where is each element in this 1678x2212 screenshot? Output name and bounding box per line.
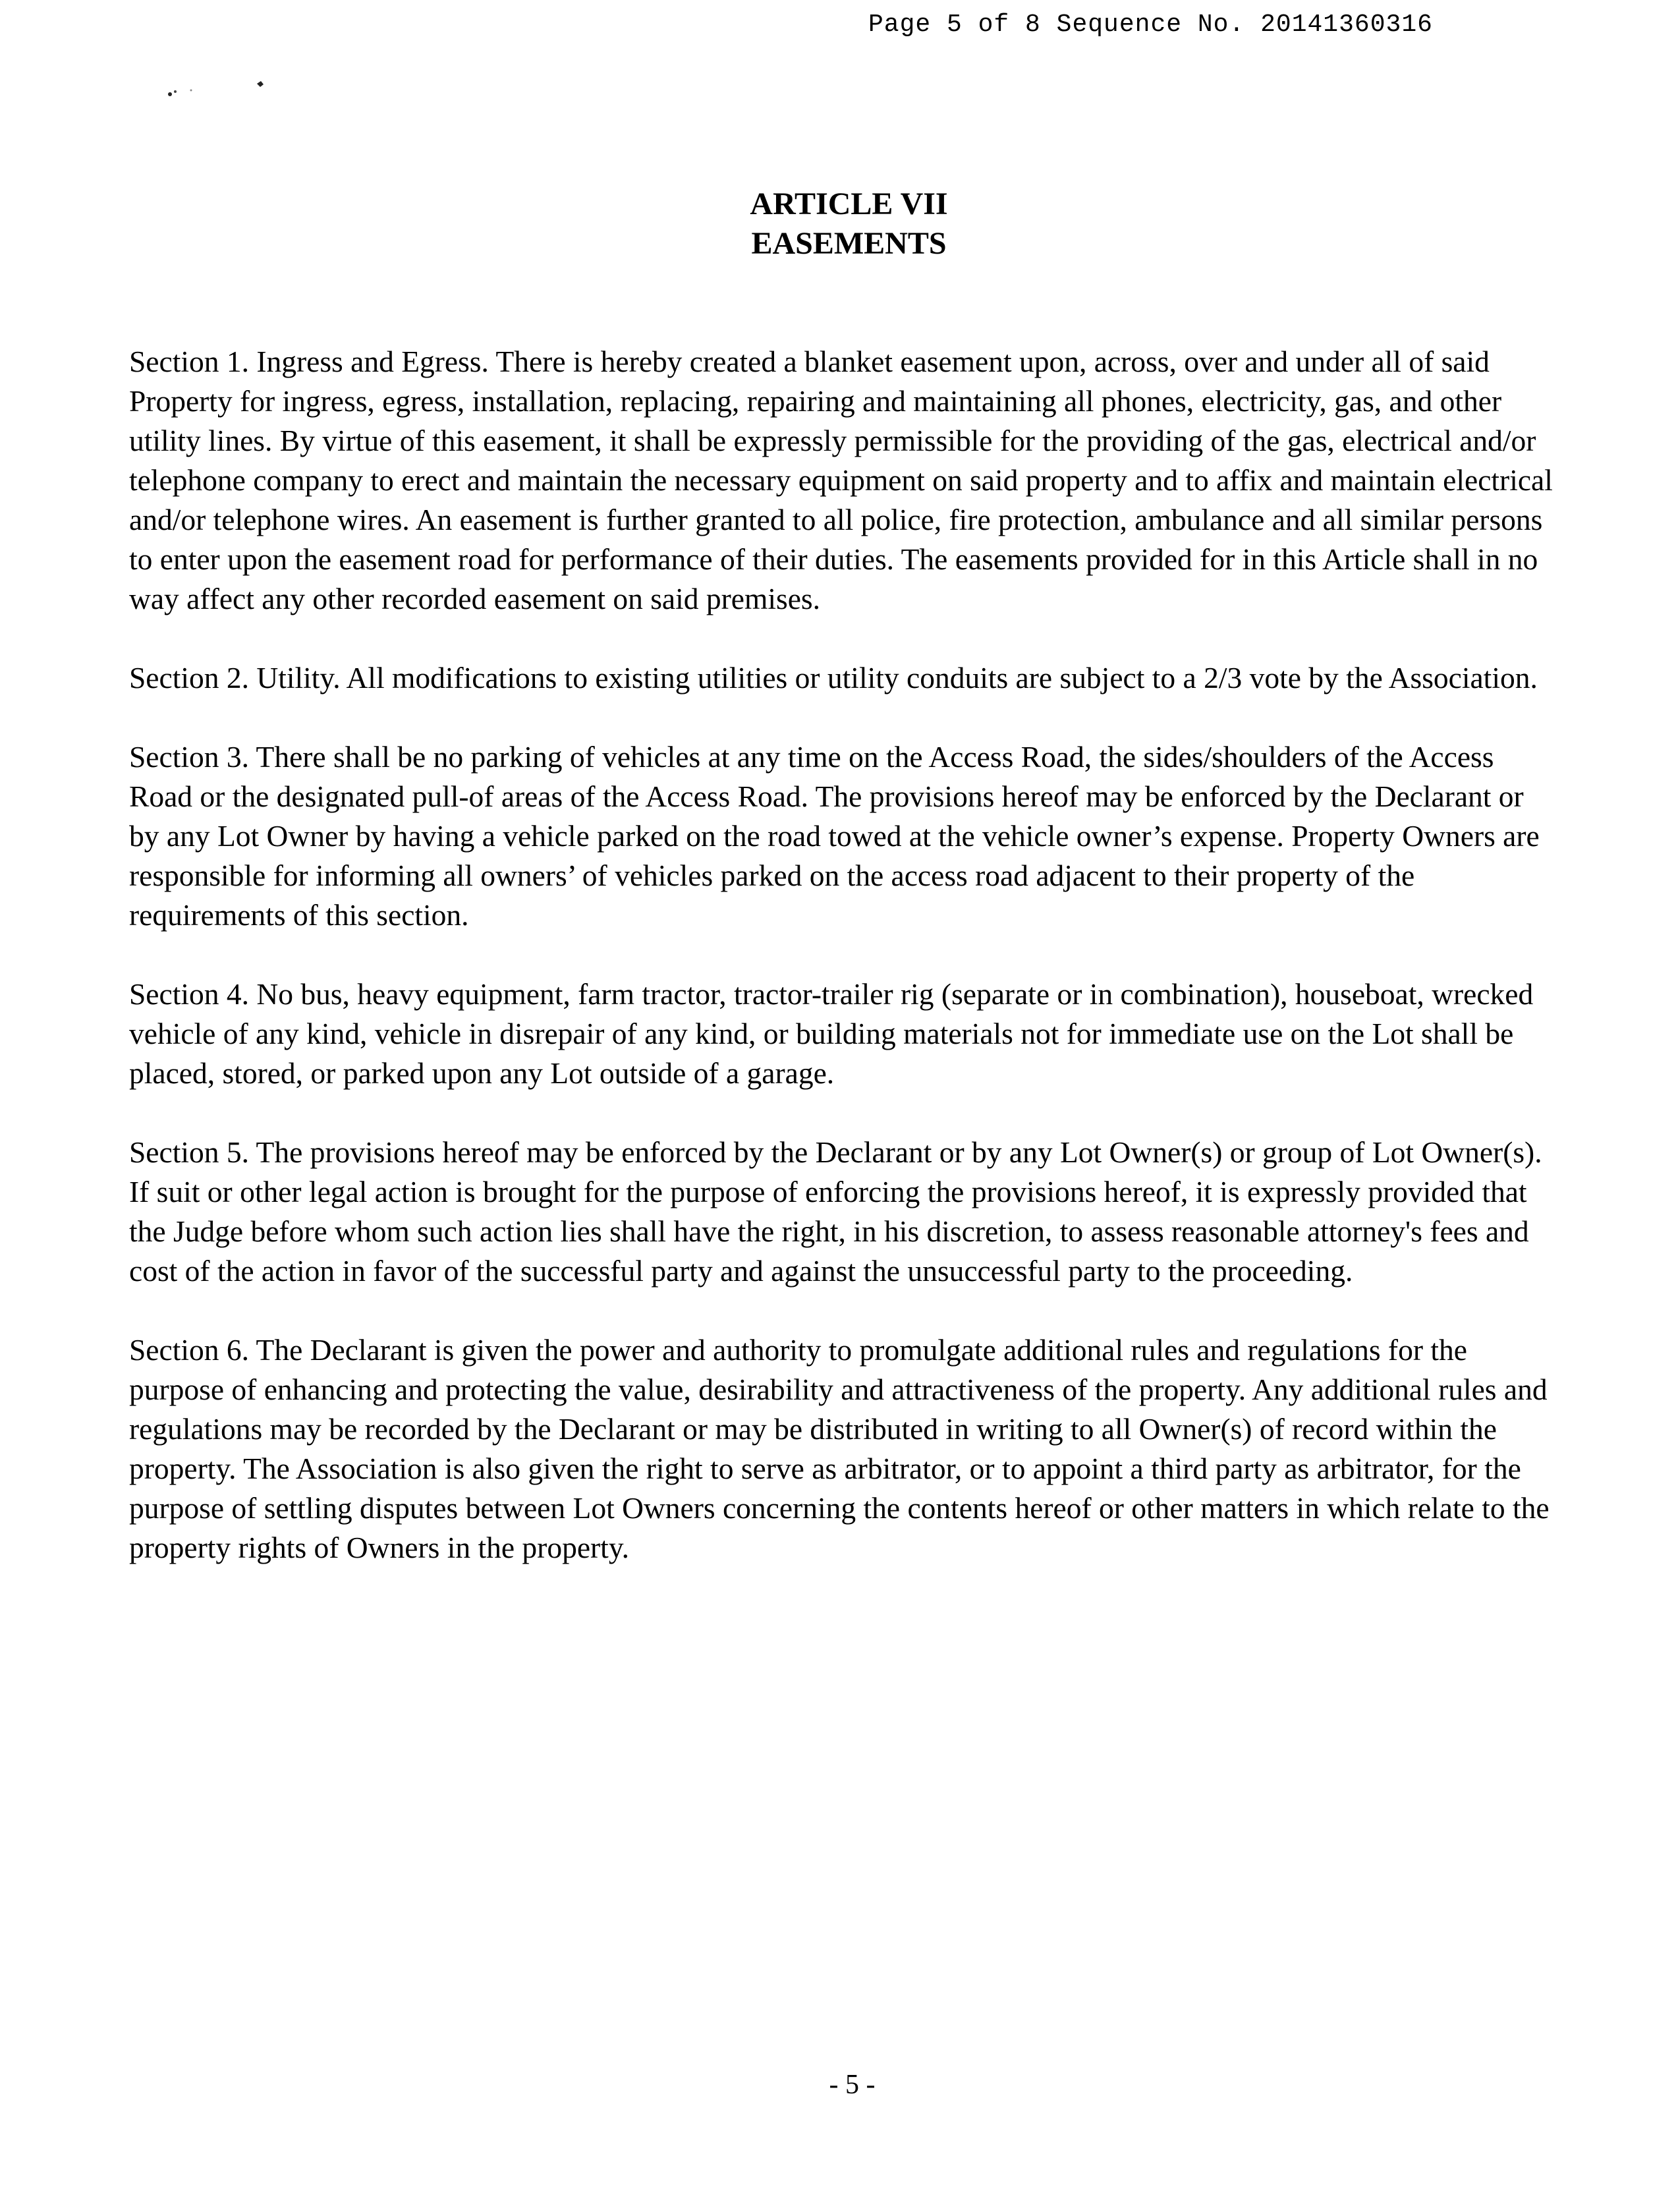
scan-specks xyxy=(165,76,270,102)
section-5: Section 5. The provisions hereof may be enforced by the Declarant or by any Lot Owner(s) or group of Lot Owner(s). If suit or other legal action is brought for the purpose of enforcing the provisions hereof, it is expressly provided that the Judge before whom such action lies shall have the right, in his discretion, to assess reasonable attorney's fees and cost of the action in favor of the successful party and against the unsuccessful party to the proceeding. xyxy=(129,1135,1542,1288)
article-number: ARTICLE VII xyxy=(750,186,948,221)
section-1: Section 1. Ingress and Egress. There is hereby created a blanket easement upon, across, over and under all of said Property for ingress, egress, installation, replacing, repairing and maintaining all phones, electricity, gas, and other utility lines. By virtue of this easement, it shall be expressly permissible for the providing of the gas, electrical and/or telephone company to erect and maintain the necessary equipment on said property and to affix and maintain electrical and/or telephone wires. An easement is further granted to all police, fire protection, ambulance and all similar persons to enter upon the easement road for performance of their duties. The easements provided for in this Article shall in no way affect any other recorded easement on said premises. xyxy=(129,345,1553,615)
article-heading xyxy=(0,184,1678,264)
article-body xyxy=(129,342,1560,1607)
section-2: Section 2. Utility. All modifications to existing utilities or utility conduits are subject to a 2/3 vote by the Association. xyxy=(129,661,1538,695)
section-6: Section 6. The Declarant is given the power and authority to promulgate additional rules and regulations for the purpose of enhancing and protecting the value, desirability and attractiveness of the property. Any additional rules and regulations may be recorded by the Declarant or may be distributed in writing to all Owner(s) of record within the property. The Association is also given the right to serve as arbitrator, or to appoint a third party as arbitrator, for the purpose of settling disputes between Lot Owners concerning the contents hereof or other matters in which relate to the property rights of Owners in the property. xyxy=(129,1333,1550,1564)
section-4: Section 4. No bus, heavy equipment, farm tractor, tractor-trailer rig (separate or in combination), houseboat, wrecked vehicle of any kind, vehicle in disrepair of any kind, or building materials not for immediate use on the Lot shall be placed, stored, or parked upon any Lot outside of a garage. xyxy=(129,977,1534,1090)
page-footer xyxy=(0,2069,1678,2101)
article-title: EASEMENTS xyxy=(751,226,947,261)
section-3: Section 3. There shall be no parking of vehicles at any time on the Access Road, the sides/shoulders of the Access Road or the designated pull-of areas of the Access Road. The provisions hereof may be enforced by the Declarant or by any Lot Owner by having a vehicle parked on the road towed at the vehicle owner’s expense. Property Owners are responsible for informing all owners’ of vehicles parked on the access road adjacent to their property of the requirements of this section. xyxy=(129,740,1540,932)
page-sequence-stamp: Page 5 of 8 Sequence No. 20141360316 xyxy=(868,11,1433,39)
page-number: - 5 - xyxy=(829,2070,876,2100)
